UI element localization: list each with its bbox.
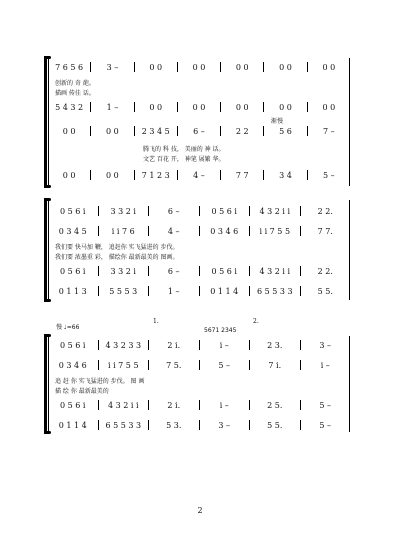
measure [150,286,198,296]
barline [148,266,149,276]
note-group: i i 7 5 5 [259,226,291,236]
barline [177,62,178,72]
measure [49,170,89,180]
measure [201,360,249,370]
measure [100,206,148,216]
system-end-barline [349,58,350,186]
barline [98,420,99,430]
measure [49,266,97,276]
barline [307,62,308,72]
tempo-marking: 渐慢 [271,118,284,125]
measure [302,340,350,350]
measure [309,170,349,180]
measure [265,62,305,72]
page-number: 2 [197,506,203,515]
lyric-line: 文艺 百花 开， 神笔 展繁 华。 [143,156,225,163]
barline [148,420,149,430]
measure [222,126,262,136]
note-group: 7 7. [317,226,333,236]
measure [201,266,249,276]
note-group: 0 3 4 6 [210,226,239,236]
staff-row [49,62,349,72]
staff-row [49,226,349,236]
note-group: 0 1 1 3 [58,286,87,296]
measure [100,226,148,236]
note-group: 3 3 2 i [110,206,136,216]
measure [179,126,219,136]
barline [300,266,301,276]
measure [251,286,299,296]
barline [98,206,99,216]
barline [199,420,200,430]
barline [300,360,301,370]
staff-row [49,266,349,276]
score-system-3 [48,336,349,432]
note-group: 7 7 [235,170,249,180]
measure [302,266,350,276]
barline [220,126,221,136]
note-group: 5 – [319,400,332,410]
barline [220,102,221,112]
note-group: 7 i. [268,360,282,370]
barline [134,62,135,72]
barline [177,170,178,180]
barline [98,340,99,350]
note-group: 0 5 6 i [211,266,237,276]
barline [98,360,99,370]
system-bracket [44,336,47,432]
measure [136,126,176,136]
lyric-line: 描 绘 你 最新最美的 [55,388,109,395]
measure [150,400,198,410]
barline [300,400,301,410]
note-group: 4 3 2 3 3 [105,340,142,350]
barline [263,62,264,72]
measure [265,126,305,136]
measure [222,62,262,72]
measure [302,400,350,410]
lyric-line: 我们要 浓墨重 彩， 描绘你 最新最美的 图画。 [55,254,179,261]
barline [300,340,301,350]
measure [309,126,349,136]
note-group: 0 1 1 4 [210,286,239,296]
measure [49,226,97,236]
tempo-marking: 慢 ♩=66 [56,324,80,331]
measure [136,170,176,180]
note-group: 0 0 [235,62,249,72]
measure [201,420,249,430]
measure [136,62,176,72]
barline [300,420,301,430]
note-group: 4 3 2 i i [107,400,139,410]
note-group: 3 – [319,340,332,350]
barline [199,206,200,216]
measure [251,226,299,236]
note-group: i – [219,400,229,410]
measure [49,340,97,350]
measure [100,340,148,350]
barline [90,126,91,136]
measure [49,102,89,112]
staff-row [49,420,349,430]
note-group: 0 5 6 i [211,206,237,216]
note-group: 0 1 1 4 [58,420,87,430]
note-group: 2 2 [235,126,249,136]
note-group: 5 – [218,360,231,370]
measure [201,226,249,236]
measure [150,266,198,276]
lyric-line: 我们要 快马加 鞭， 追赶你 实飞猛进的 步伐。 [55,244,179,251]
measure [100,266,148,276]
measure [179,62,219,72]
note-group: 2 i. [167,340,181,350]
barline [148,286,149,296]
barline [98,286,99,296]
barline [249,340,250,350]
note-group: 5 5. [267,420,283,430]
barline [249,420,250,430]
note-group: 6 – [167,206,180,216]
note-group: i – [219,340,229,350]
measure [100,360,148,370]
barline [90,170,91,180]
measure [251,206,299,216]
measure [49,206,97,216]
system-bracket [44,200,47,300]
note-group: 0 0 [279,102,292,112]
note-group: 5 – [319,420,332,430]
measure [92,62,132,72]
note-group: 6 5 5 3 3 [105,420,142,430]
note-group: 4 – [193,170,205,180]
staff-row [49,102,349,112]
note-group: i i 7 6 [111,226,135,236]
measure [49,360,97,370]
barline [199,266,200,276]
note-group: 6 5 5 3 3 [256,286,293,296]
staff-row [49,360,349,370]
note-group: 0 0 [149,102,163,112]
note-group: 5 6 [279,126,292,136]
note-group: 0 0 [322,102,336,112]
note-group: 3 – [106,62,119,72]
staff-row [49,206,349,216]
measure [100,400,148,410]
measure [201,340,249,350]
measure [92,102,132,112]
note-group: 7 5. [166,360,182,370]
measure [49,400,97,410]
staff-row [49,170,349,180]
measure [251,420,299,430]
barline [300,226,301,236]
measure [201,206,249,216]
measure [49,420,97,430]
note-group: 3 – [218,420,231,430]
measure [150,226,198,236]
measure [150,360,198,370]
measure [100,286,148,296]
measure [150,420,198,430]
measure [302,360,350,370]
note-group: i i 7 5 5 [107,360,139,370]
note-group: 0 0 [62,170,76,180]
barline [263,126,264,136]
barline [199,340,200,350]
measure [222,170,262,180]
note-group: 5 5 5 3 [109,286,138,296]
note-group: 0 5 6 i [60,340,86,350]
cadenza-notes: 5671 2345 [204,327,237,334]
barline [300,286,301,296]
note-group: 7 6 5 6 [55,62,84,72]
measure [49,62,89,72]
note-group: i – [320,360,330,370]
measure [251,340,299,350]
barline [249,206,250,216]
measure [302,206,350,216]
measure [49,126,89,136]
measure [251,266,299,276]
barline [134,170,135,180]
barline [263,170,264,180]
lyric-line: 腾飞的 科 技， 美丽的 神 话。 [143,146,225,153]
score-system-1 [48,58,349,186]
note-group: 0 0 [192,102,206,112]
note-group: 4 – [167,226,180,236]
volta-2: 2. [253,318,259,325]
measure [302,226,350,236]
lyric-line: 描画 传佳 话。 [55,90,95,97]
note-group: 5 – [323,170,335,180]
note-group: 0 3 4 6 [58,360,87,370]
measure [302,286,350,296]
staff-row [49,286,349,296]
note-group: 3 3 2 i [110,266,136,276]
barline [220,62,221,72]
barline [199,400,200,410]
measure [179,170,219,180]
note-group: 2 2. [317,206,333,216]
note-group: 0 0 [279,62,292,72]
measure [92,126,132,136]
barline [148,206,149,216]
staff-row [49,340,349,350]
measure [100,420,148,430]
barline [148,340,149,350]
measure [265,102,305,112]
barline [307,170,308,180]
note-group: 2 5. [267,400,283,410]
note-group: 4 3 2 i i [259,266,291,276]
note-group: 7 – [323,126,335,136]
barline [148,400,149,410]
note-group: 0 0 [62,126,76,136]
note-group: 0 0 [192,62,206,72]
barline [307,102,308,112]
note-group: 0 0 [106,126,119,136]
note-group: 0 0 [149,62,163,72]
barline [177,126,178,136]
measure [302,420,350,430]
barline [263,102,264,112]
barline [249,286,250,296]
barline [199,360,200,370]
barline [249,360,250,370]
measure [201,286,249,296]
note-group: 5 5. [317,286,333,296]
note-group: 5 3. [166,420,182,430]
barline [134,102,135,112]
note-group: 3 4 [279,170,292,180]
measure [150,206,198,216]
lyric-line: 追 赶 你 实飞猛进的 步伐。 图 画 [55,378,145,385]
staff-row [49,126,349,136]
note-group: 0 5 6 i [60,206,86,216]
measure [265,170,305,180]
score-system-2 [48,200,349,300]
barline [98,400,99,410]
barline [307,126,308,136]
system-end-barline [349,336,350,432]
measure [136,102,176,112]
barline [220,170,221,180]
note-group: 0 0 [322,62,336,72]
note-group: 2 3. [267,340,283,350]
barline [90,102,91,112]
note-group: 1 – [167,286,180,296]
note-group: 2 3 4 5 [141,126,170,136]
barline [249,266,250,276]
staff-row [49,400,349,410]
system-end-barline [349,200,350,300]
note-group: 0 5 6 i [60,400,86,410]
barline [300,206,301,216]
note-group: 2 i. [167,400,181,410]
system-bracket [44,58,47,186]
note-group: 0 0 [106,170,119,180]
note-group: 4 3 2 i i [259,206,291,216]
volta-1: 1. [153,318,159,325]
measure [201,400,249,410]
measure [179,102,219,112]
barline [249,226,250,236]
measure [92,170,132,180]
barline [199,226,200,236]
barline [148,360,149,370]
measure [309,102,349,112]
barline [199,286,200,296]
measure [309,62,349,72]
note-group: 6 – [167,266,180,276]
measure [251,360,299,370]
note-group: 0 0 [235,102,249,112]
note-group: 5 4 3 2 [55,102,84,112]
barline [249,400,250,410]
barline [98,266,99,276]
note-group: 7 1 2 3 [141,170,170,180]
barline [148,226,149,236]
note-group: 1 – [106,102,119,112]
barline [177,102,178,112]
barline [90,62,91,72]
measure [49,286,97,296]
measure [222,102,262,112]
note-group: 6 – [193,126,205,136]
note-group: 0 3 4 5 [58,226,87,236]
barline [98,226,99,236]
barline [134,126,135,136]
lyric-line: 创新的 奇 葩。 [55,80,95,87]
measure [251,400,299,410]
note-group: 0 5 6 i [60,266,86,276]
measure [150,340,198,350]
note-group: 2 2. [317,266,333,276]
